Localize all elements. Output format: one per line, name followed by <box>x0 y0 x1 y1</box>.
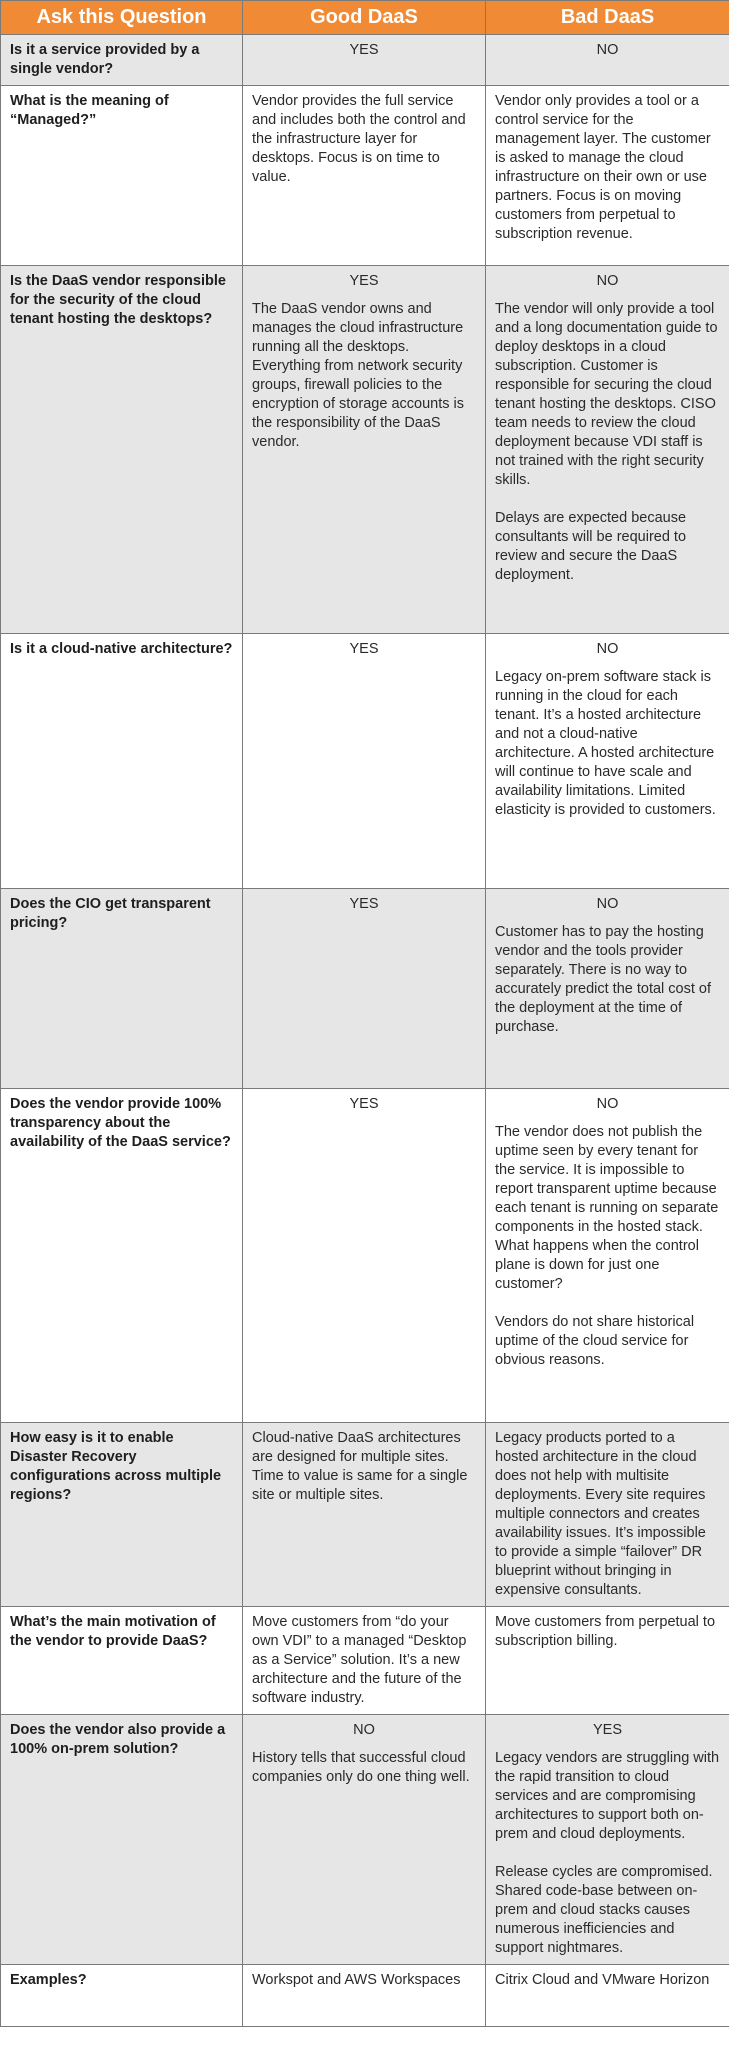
header-question: Ask this Question <box>1 1 243 35</box>
table-row <box>1 1607 729 1715</box>
good-daas-cell <box>243 1423 486 1607</box>
good-daas-cell <box>243 634 486 889</box>
table-row <box>1 889 729 1089</box>
bad-daas-cell <box>486 1715 729 1965</box>
bad-verdict: NO <box>596 273 619 289</box>
bad-explanation: Delays are expected because consultants will be required to review and secure the DaaS deployment. <box>495 510 687 583</box>
good-daas-cell <box>243 1607 486 1715</box>
good-verdict: NO <box>353 1722 375 1738</box>
bad-daas-cell <box>486 1089 729 1423</box>
question-cell: How easy is it to enable Disaster Recovery configurations across multiple regions? <box>1 1423 243 1607</box>
bad-daas-cell <box>486 1423 729 1607</box>
question-cell: Examples? <box>1 1965 243 2027</box>
bad-daas-cell <box>486 35 729 86</box>
table-row <box>1 35 729 86</box>
bad-explanation: Legacy vendors are struggling with the rapid transition to cloud services and are compromising architectures to support both on-prem and cloud deployments. <box>495 1750 720 1842</box>
good-daas-cell <box>243 889 486 1089</box>
good-explanation: Vendor provides the full service and includes both the control and the infrastructure layer for desktops. Focus is on time to value. <box>252 93 466 185</box>
question-cell: What is the meaning of “Managed?” <box>1 86 243 266</box>
good-daas-cell <box>243 1089 486 1423</box>
question-cell: Is it a service provided by a single vendor? <box>1 35 243 86</box>
question-cell: What’s the main motivation of the vendor to provide DaaS? <box>1 1607 243 1715</box>
header-good-daas: Good DaaS <box>243 1 486 35</box>
table-row <box>1 634 729 889</box>
good-explanation: History tells that successful cloud companies only do one thing well. <box>252 1750 470 1785</box>
bad-explanation: Release cycles are compromised. Shared code-base between on-prem and cloud stacks causes numerous inefficiencies and support nightmares. <box>495 1864 713 1956</box>
question-cell: Is it a cloud-native architecture? <box>1 634 243 889</box>
bad-explanation: Citrix Cloud and VMware Horizon <box>495 1972 710 1988</box>
bad-explanation: The vendor does not publish the uptime seen by every tenant for the service. It is impossible to report transparent uptime because each tenant is running on separate components in the hosted stack. What happens when the control plane is down for just one customer? <box>495 1124 719 1292</box>
good-explanation: Workspot and AWS Workspaces <box>252 1972 461 1988</box>
header-bad-daas: Bad DaaS <box>486 1 729 35</box>
bad-verdict: YES <box>592 1722 622 1738</box>
bad-daas-cell <box>486 634 729 889</box>
good-verdict: YES <box>349 641 379 657</box>
bad-daas-cell <box>486 1607 729 1715</box>
question-cell: Does the vendor provide 100% transparency about the availability of the DaaS service? <box>1 1089 243 1423</box>
bad-verdict: NO <box>596 1096 619 1112</box>
good-explanation: Move customers from “do your own VDI” to a managed “Desktop as a Service” solution. It’s a new architecture and the future of the software industry. <box>252 1614 467 1706</box>
bad-daas-cell <box>486 266 729 634</box>
bad-explanation: Move customers from perpetual to subscription billing. <box>495 1614 716 1649</box>
good-explanation: Cloud-native DaaS architectures are designed for multiple sites. Time to value is same for a single site or multiple sites. <box>252 1430 468 1503</box>
good-daas-cell <box>243 1965 486 2027</box>
bad-daas-cell <box>486 1965 729 2027</box>
bad-explanation: Vendor only provides a tool or a control service for the management layer. The customer is asked to manage the cloud infrastructure on their own or use partners. Focus is on moving customers from perpetual to subscription revenue. <box>495 93 711 242</box>
bad-explanation: Legacy products ported to a hosted architecture in the cloud does not help with multisite deployments. Every site requires multiple connectors and creates availability issues. It’s impossible to provide a simple “failover” DR blueprint without bringing in expensive consultants. <box>495 1430 706 1598</box>
table-row <box>1 86 729 266</box>
good-daas-cell <box>243 35 486 86</box>
bad-verdict: NO <box>596 641 619 657</box>
good-verdict: YES <box>349 1096 379 1112</box>
question-cell: Is the DaaS vendor responsible for the security of the cloud tenant hosting the desktops? <box>1 266 243 634</box>
table-row <box>1 1423 729 1607</box>
good-explanation: The DaaS vendor owns and manages the cloud infrastructure running all the desktops. Everything from network security groups, firewall policies to the encryption of storage accounts is the responsibility of the DaaS vendor. <box>252 301 464 450</box>
good-verdict: YES <box>349 896 379 912</box>
bad-explanation: Legacy on-prem software stack is running in the cloud for each tenant. It’s a hosted architecture and not a cloud-native architecture. A hosted architecture will continue to have scale and availability limitations. Limited elasticity is provided to customers. <box>495 669 716 818</box>
bad-verdict: NO <box>596 896 619 912</box>
bad-explanation: The vendor will only provide a tool and a long documentation guide to deploy desktops in a cloud subscription. Customer is responsible for securing the cloud tenant hosting the desktops. CISO team needs to review the cloud deployment because VDI staff is not trained with the right security skills. <box>495 301 718 488</box>
good-daas-cell <box>243 1715 486 1965</box>
table-row <box>1 266 729 634</box>
bad-daas-cell <box>486 86 729 266</box>
bad-explanation: Vendors do not share historical uptime of the cloud service for obvious reasons. <box>495 1314 695 1368</box>
header-row <box>1 1 729 35</box>
good-verdict: YES <box>349 42 379 58</box>
question-cell: Does the CIO get transparent pricing? <box>1 889 243 1089</box>
bad-verdict: NO <box>596 42 619 58</box>
good-verdict: YES <box>349 273 379 289</box>
question-cell: Does the vendor also provide a 100% on-prem solution? <box>1 1715 243 1965</box>
bad-explanation: Customer has to pay the hosting vendor and the tools provider separately. There is no way to accurately predict the total cost of the deployment at the time of purchase. <box>495 924 711 1035</box>
table-row <box>1 1965 729 2027</box>
good-daas-cell <box>243 266 486 634</box>
table-row <box>1 1715 729 1965</box>
table-row <box>1 1089 729 1423</box>
bad-daas-cell <box>486 889 729 1089</box>
good-daas-cell <box>243 86 486 266</box>
